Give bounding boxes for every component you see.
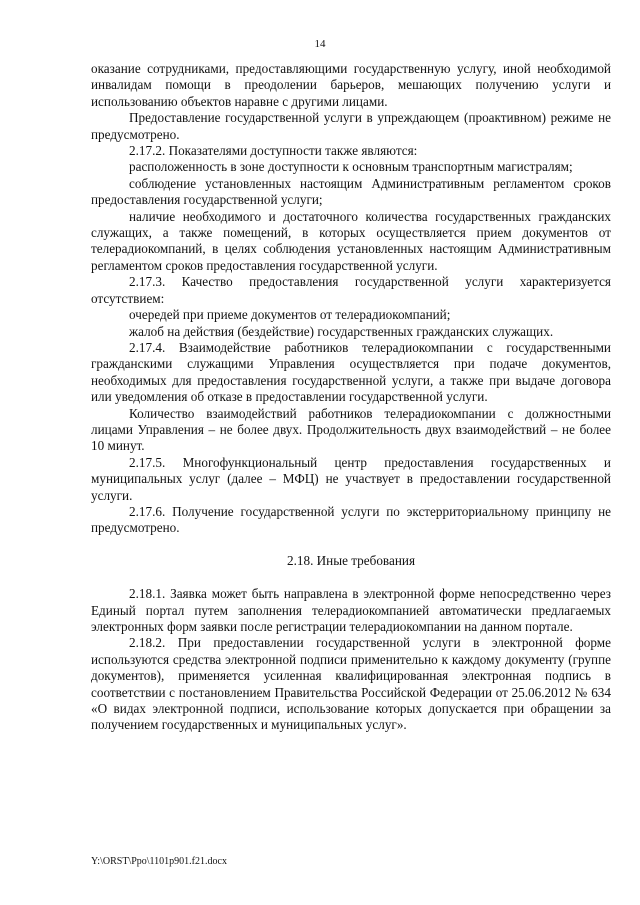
paragraph: расположенность в зоне доступности к основным транспортным магистралям;	[129, 159, 573, 175]
paragraph: очередей при приеме документов от телерадиокомпаний;	[129, 307, 451, 323]
paragraph: наличие необходимого и достаточного количества государственных гражданских служащих, а также помещений, в которых осуществляется прием документов от телерадиокомпаний, в целях соблюдения установленных настоящим Административным регламентом сроков предоставления государственной услуги.	[91, 208, 611, 273]
footer-file-path: Y:\ORST\Ppo\1101p901.f21.docx	[91, 856, 227, 867]
paragraph: соблюдение установленных настоящим Административным регламентом сроков предоставления государственной услуги;	[91, 175, 611, 208]
paragraph-continuation: оказание сотрудниками, предоставляющими государственную услугу, иной необходимой инвалидам помощи в преодолении барьеров, мешающих получению услуги и использованию объектов наравне с другими лицами.	[91, 61, 611, 109]
section-heading: 2.18. Иные требования	[286, 552, 416, 568]
paragraph: 2.17.4. Взаимодействие работников телерадиокомпании с государственными гражданскими служащими Управления осуществляется при подаче документов, необходимых для предоставления государственной услуги, а также при выдаче договора или уведомления об отказе в предоставлении государственной услуги.	[91, 339, 611, 405]
paragraph: 2.17.2. Показателями доступности также являются:	[129, 143, 418, 159]
document-body	[91, 61, 611, 734]
paragraph: 2.17.3. Качество предоставления государственной услуги характеризуется отсутствием:	[91, 274, 611, 306]
paragraph: 2.18.2. При предоставлении государственной услуги в электронной форме используются средства электронной подписи применительно к каждому документу (группе документов), применяется усиленная квалифицированная электронная подпись в соответствии с постановлением Правительства Российской Федерации от 25.06.2012 № 634 «О видах электронной подписи, использование которых допускается при обращении за получением государственных и муниципальных услуг».	[91, 635, 611, 733]
paragraph: жалоб на действия (бездействие) государственных гражданских служащих.	[129, 323, 554, 339]
paragraph: Количество взаимодействий работников телерадиокомпании с должностными лицами Управления – не более двух. Продолжительность двух взаимодействий – не более 10 минут.	[91, 405, 611, 454]
paragraph: 2.17.6. Получение государственной услуги по экстерриториальному принципу не предусмотрено.	[91, 503, 611, 536]
paragraph: 2.17.5. Многофункциональный центр предоставления государственных и муниципальных услуг (далее – МФЦ) не участвует в предоставлении государственной услуги.	[91, 454, 611, 503]
paragraph: Предоставление государственной услуги в упреждающем (проактивном) режиме не предусмотрено.	[91, 110, 611, 142]
paragraph: 2.18.1. Заявка может быть направлена в электронной форме непосредственно через Единый портал путем заполнения телерадиокомпанией автоматически предлагаемых электронных форм заявки после регистрации телерадиокомпании на данном портале.	[91, 586, 611, 634]
page-number: 14	[314, 38, 326, 50]
